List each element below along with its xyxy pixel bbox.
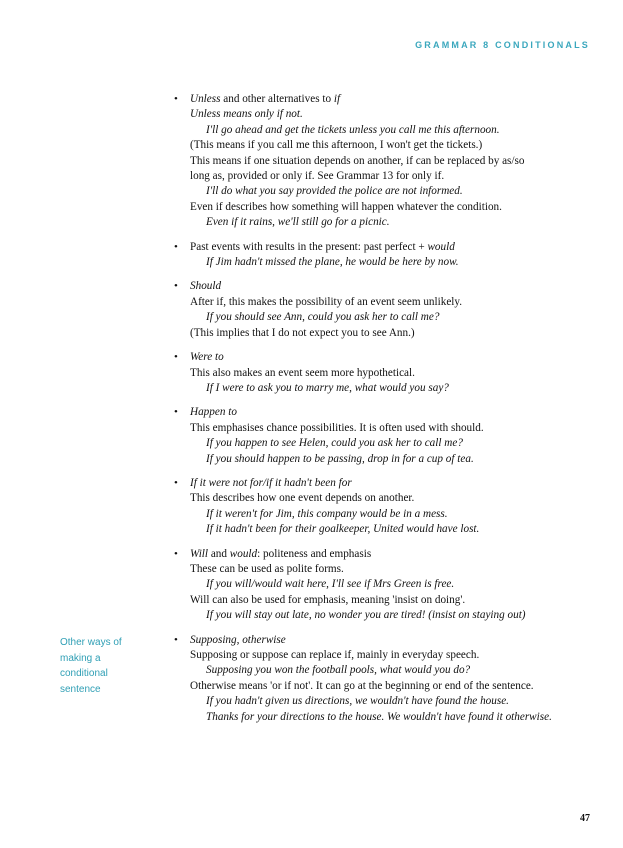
- example-sentence: Even if it rains, we'll still go for a picnic.: [206, 216, 390, 229]
- section-should: [174, 279, 599, 341]
- example-sentence: Supposing you won the football pools, what would you do?: [206, 664, 471, 677]
- text-line: (This implies that I do not expect you to see Ann.): [190, 326, 415, 339]
- text-line: This also makes an event seem more hypothetical.: [190, 366, 415, 379]
- bullet-icon: •: [174, 280, 178, 293]
- text-line: Supposing or suppose can replace if, mainly in everyday speech.: [190, 649, 480, 661]
- example-sentence: If you should see Ann, could you ask her to call me?: [206, 311, 440, 324]
- bullet-icon: •: [174, 547, 178, 560]
- section-heading: Happen to: [190, 406, 237, 419]
- section-heading: If it were not for/if it hadn't been for: [190, 476, 352, 489]
- section-happen-to: [174, 405, 599, 467]
- bullet-icon: •: [174, 93, 178, 105]
- section-heading: Past events with results in the present: past perfect + would: [190, 240, 455, 253]
- page-header: GRAMMAR 8 CONDITIONALS: [415, 40, 590, 50]
- section-heading: Unless and other alternatives to if: [190, 93, 341, 105]
- section-heading: Will and would: politeness and emphasis: [190, 547, 372, 560]
- example-sentence: If you will stay out late, no wonder you are tired! (insist on staying out): [206, 609, 526, 622]
- text-line: Otherwise means 'or if not'. It can go at the beginning or end of the sentence.: [190, 679, 534, 692]
- example-sentence: If I were to ask you to marry me, what would you say?: [206, 381, 449, 394]
- text-line: This means if one situation depends on another, if can be replaced by as/so: [190, 154, 525, 167]
- text-line: This describes how one event depends on another.: [190, 492, 415, 505]
- example-sentence: If you will/would wait here, I'll see if Mrs Green is free.: [206, 578, 455, 591]
- example-sentence: If you hadn't given us directions, we wouldn't have found the house.: [206, 695, 509, 708]
- example-sentence: If Jim hadn't missed the plane, he would be here by now.: [206, 256, 459, 269]
- section-will-would: [174, 547, 599, 624]
- bullet-icon: •: [174, 240, 178, 253]
- text-line: This emphasises chance possibilities. It is often used with should.: [190, 421, 484, 434]
- section-heading: Supposing, otherwise: [190, 633, 286, 646]
- bullet-icon: •: [174, 476, 178, 489]
- text-line: Even if describes how something will happen whatever the condition.: [190, 200, 502, 213]
- example-sentence: If you should happen to be passing, drop in for a cup of tea.: [206, 452, 474, 465]
- section-were-to: [174, 350, 599, 396]
- section-unless: [174, 92, 599, 231]
- bullet-icon: •: [174, 633, 178, 646]
- example-sentence: If it hadn't been for their goalkeeper, United would have lost.: [206, 523, 480, 536]
- side-note-line: sentence: [60, 683, 101, 695]
- section-heading: Should: [190, 280, 222, 293]
- section-if-it-were-not-for: [174, 476, 599, 538]
- side-note: [60, 635, 140, 697]
- text-line: These can be used as polite forms.: [190, 562, 344, 575]
- main-content: [174, 92, 599, 734]
- example-sentence: Thanks for your directions to the house. We wouldn't have found it otherwise.: [206, 710, 552, 723]
- side-note-line: Other ways of: [60, 637, 122, 648]
- side-note-line: conditional: [60, 668, 108, 679]
- example-sentence: If it weren't for Jim, this company would be in a mess.: [206, 507, 448, 520]
- page-number: 47: [580, 813, 590, 824]
- example-sentence: I'll go ahead and get the tickets unless you call me this afternoon.: [206, 123, 500, 136]
- example-sentence: If you happen to see Helen, could you ask her to call me?: [206, 437, 463, 450]
- example-sentence: I'll do what you say provided the police are not informed.: [206, 185, 463, 198]
- section-past-events: [174, 240, 599, 271]
- text-line: Will can also be used for emphasis, meaning 'insist on doing'.: [190, 593, 466, 606]
- bullet-icon: •: [174, 351, 178, 364]
- text-line: After if, this makes the possibility of an event seem unlikely.: [190, 295, 463, 308]
- text-line: long as, provided or only if. See Grammar 13 for only if.: [190, 170, 445, 183]
- side-note-line: making a: [60, 652, 101, 664]
- bullet-icon: •: [174, 406, 178, 419]
- section-supposing-otherwise: [174, 633, 599, 725]
- text-line: (This means if you call me this afternoon, I won't get the tickets.): [190, 139, 483, 152]
- text-line: Unless means only if not.: [190, 108, 303, 121]
- section-heading: Were to: [190, 351, 224, 364]
